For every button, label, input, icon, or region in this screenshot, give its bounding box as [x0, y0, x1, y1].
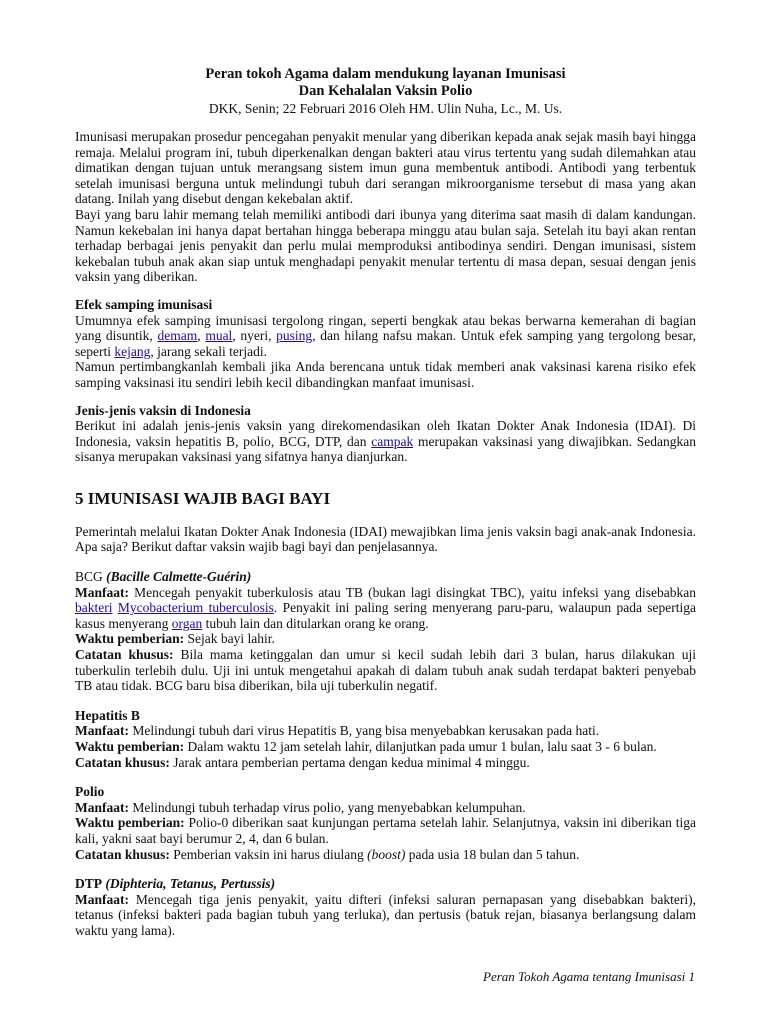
section-intro: Pemerintah melalui Ikatan Dokter Anak Indonesia (IDAI) mewajibkan lima jenis vaksin bagi anak-anak Indonesia. Apa saja? Berikut daftar vaksin wajib bagi bayi dan penjelasannya. — [75, 523, 696, 555]
hepb-catatan: Catatan khusus: Jarak antara pemberian pertama dengan kedua minimal 4 minggu. — [75, 754, 530, 770]
section-heading-imunisasi-wajib: 5 IMUNISASI WAJIB BAGI BAYI — [75, 488, 331, 508]
efek-paragraph-2: Namun pertimbangkanlah kembali jika Anda berencana untuk tidak memberi anak vaksinasi karena risiko efek samping vaksinasi itu sendiri lebih kecil dibandingkan manfaat imunisasi. — [75, 359, 696, 390]
efek-heading: Efek samping imunisasi — [75, 296, 213, 312]
hepb-waktu: Waktu pemberian: Dalam waktu 12 jam setelah lahir, dilanjutkan pada umur 1 bulan, lalu saat 3 - 6 bulan. — [75, 739, 657, 754]
hepb-manfaat: Manfaat: Melindungi tubuh dari virus Hepatitis B, yang bisa menyebabkan kerusakan pada hati. — [75, 723, 600, 739]
bcg-waktu: Waktu pemberian: Sejak bayi lahir. — [75, 631, 275, 647]
hepb-title: Hepatitis B — [75, 707, 140, 723]
document-title-line2: Dan Kehalalan Vaksin Polio — [298, 83, 473, 99]
bcg-manfaat: Manfaat: Mencegah penyakit tuberkulosis atau TB (bukan lagi disingkat TBC), yaitu infeksi yang disebabkan bakteri Mycobacterium tuberculosis. Penyakit ini paling sering menyerang paru-paru, walaupun pada sepertiga kasus menyerang organ tubuh lain dan ditularkan orang ke orang. — [75, 584, 697, 631]
link-campak[interactable]: campak — [371, 433, 414, 449]
polio-manfaat: Manfaat: Melindungi tubuh terhadap virus polio, yang menyebabkan kelumpuhan. — [75, 799, 526, 815]
page-footer: Peran Tokoh Agama tentang Imunisasi 1 — [483, 969, 695, 984]
dtp-manfaat: Manfaat: Mencegah tiga jenis penyakit, yaitu difteri (infeksi saluran pernapasan yang disebabkan bakteri), tetanus (infeksi bakteri pada bagian tubuh yang terluka), dan pertusis (batuk rejan, biasanya berlangsung dalam waktu yang lama). — [75, 891, 696, 938]
vaccine-bcg — [75, 569, 696, 694]
document-title-line1: Peran tokoh Agama dalam mendukung layanan Imunisasi — [205, 66, 566, 82]
polio-catatan: Catatan khusus: Pemberian vaksin ini harus diulang (boost) pada usia 18 bulan dan 5 tahun. — [75, 846, 580, 862]
efek-paragraph-1: Umumnya efek samping imunisasi tergolong ringan, seperti bengkak atau bekas berwarna kemerahan di bagian yang disuntik, demam, mual, nyeri, pusing, dan hilang nafsu makan. Untuk efek samping yang tergolong besar, seperti kejang, jarang sekali terjadi. — [75, 312, 697, 359]
vaccine-hepatitis-b — [75, 708, 696, 770]
document-page — [75, 66, 696, 939]
jenis-section — [75, 403, 696, 465]
link-pusing[interactable]: pusing — [276, 328, 313, 344]
link-mual[interactable]: mual — [205, 328, 233, 344]
link-mycobacterium[interactable]: Mycobacterium tuberculosis — [117, 600, 274, 616]
jenis-heading: Jenis-jenis vaksin di Indonesia — [75, 402, 251, 418]
intro-paragraph-1: Imunisasi merupakan prosedur pencegahan penyakit menular yang diberikan kepada anak sejak masih bayi hingga remaja. Melalui program ini, tubuh diperkenalkan dengan bakteri atau virus tertentu yang sudah dilemahkan atau dimatikan dengan tujuan untuk merangsang sistem imun guna membentuk antibodi. Antibodi yang terbentuk setelah imunisasi berguna untuk melindungi tubuh dari serangan mikroorganisme tersebut di masa yang akan datang. Inilah yang disebut dengan kekebalan aktif. — [75, 129, 696, 207]
efek-section — [75, 297, 696, 391]
bcg-title: BCG (Bacille Calmette-Guérin) — [75, 569, 252, 585]
vaccine-dtp — [75, 876, 696, 938]
jenis-paragraph: Berikut ini adalah jenis-jenis vaksin yang direkomendasikan oleh Ikatan Dokter Anak Indonesia (IDAI). Di Indonesia, vaksin hepatitis B, polio, BCG, DTP, dan campak merupakan vaksinasi yang diwajibkan. Sedangkan sisanya merupakan vaksinasi yang sifatnya hanya dianjurkan. — [75, 418, 696, 465]
dtp-title: DTP (Diphteria, Tetanus, Pertussis) — [75, 876, 276, 892]
document-byline: DKK, Senin; 22 Februari 2016 Oleh HM. Ulin Nuha, Lc., M. Us. — [208, 101, 563, 116]
bcg-catatan: Catatan khusus: Bila mama ketinggalan dan umur si kecil sudah lebih dari 3 bulan, harus dilakukan uji tuberkulin terlebih dulu. Uji ini untuk mengetahui apakah di dalam tubuh anak sudah terdapat bakteri penyebab TB atau tidak. BCG baru bisa diberikan, bila uji tuberkulin negatif. — [75, 647, 696, 694]
intro-paragraph-2: Bayi yang baru lahir memang telah memiliki antibodi dari ibunya yang diterima saat masih di dalam kandungan. Namun kekebalan ini hanya dapat bertahan hingga beberapa minggu atau bulan saja. Setelah itu bayi akan rentan terhadap berbagai jenis penyakit dan perlu mulai memproduksi antibodinya sendiri. Dengan imunisasi, sistem kekebalan tubuh anak akan siap untuk menghadapi penyakit menular tertentu di masa depan, sesuai dengan jenis vaksin yang diberikan. — [75, 206, 696, 285]
link-demam[interactable]: demam — [157, 328, 198, 344]
vaccine-polio — [75, 784, 696, 862]
link-bakteri[interactable]: bakteri — [75, 600, 113, 616]
link-kejang[interactable]: kejang — [114, 343, 151, 359]
link-organ[interactable]: organ — [171, 615, 203, 631]
polio-title: Polio — [75, 784, 105, 800]
polio-waktu: Waktu pemberian: Polio-0 diberikan saat kunjungan pertama setelah lahir. Selanjutnya, vaksin ini diberikan tiga kali, yakni saat bayi berumur 2, 4, dan 6 bulan. — [75, 815, 697, 846]
